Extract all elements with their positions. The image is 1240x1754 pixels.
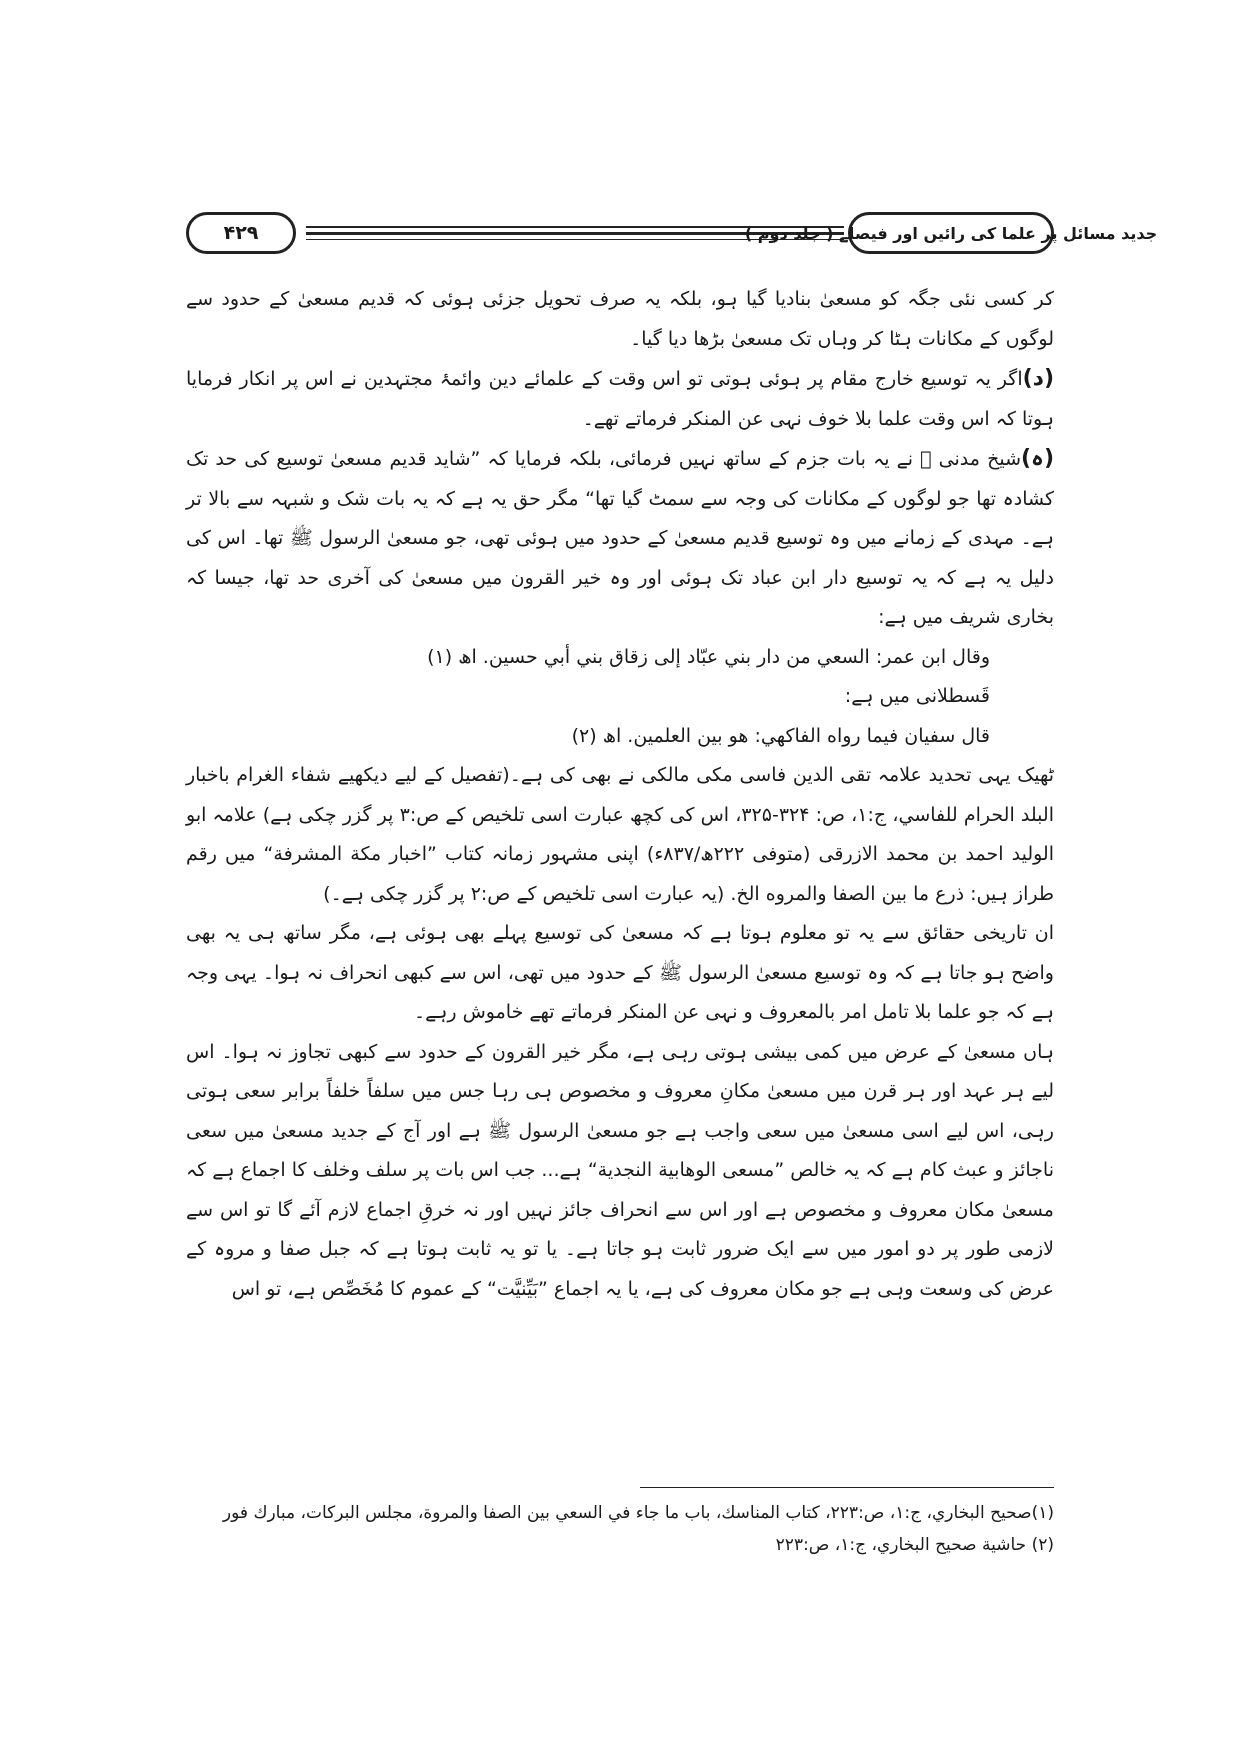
- footnote: (۲) حاشية صحيح البخاري، ج:۱، ص:۲۲۳: [775, 1535, 1054, 1555]
- page-number-badge: [186, 212, 296, 254]
- arabic-quote: وقال ابن عمر: السعي من دار بني عبّاد إلى زقاق بني أبي حسين. اھ (۱): [427, 645, 990, 668]
- book-title-badge: [744, 212, 1158, 254]
- main-text: [186, 280, 1054, 1309]
- page-header: [186, 212, 1158, 262]
- paragraph: [186, 359, 1054, 439]
- page-number: ۴۲۹: [223, 222, 259, 244]
- book-title: جدید مسائل پر علما کی رائیں اور فیصلے ( جلد دوم ): [744, 223, 1158, 243]
- arabic-quote: قال سفيان فيما رواه الفاكهي: هو بين العلمين. اھ (۲): [571, 724, 990, 747]
- paragraph-text: اگر یہ توسیع خارج مقام پر ہوئی ہوتی تو اس وقت کے علمائے دین وائمۂ مجتہدین نے اس پر انکار فرمایا ہوتا کہ اس وقت علما بلا خوف نہی عن المنکر فرماتے تھے۔: [186, 368, 1054, 430]
- paragraph: ہاں مسعیٰ کے عرض میں کمی بیشی ہوتی رہی ہے، مگر خیر القرون کے حدود سے کبھی تجاوز نہ ہوا۔ اس لیے ہر عہد اور ہر قرن میں مسعیٰ مکانِ معروف و مخصوص ہی رہا جس میں سلفاً خلفاً برابر سعی ہوتی رہی، اس لیے اسی مسعیٰ میں سعی واجب ہے جو مسعیٰ الرسول ﷺ ہے اور آج کے جدید مسعیٰ میں سعی ناجائز و عبث کام ہے کہ یہ خالص ”مسعى الوهابية النجدية“ ہے... جب اس بات پر سلف وخلف کا اجماع ہے کہ مسعیٰ مکان معروف و مخصوص ہے اور اس سے انحراف جائز نہیں اور نہ خرقِ اجماع لازم آئے گا تو اس سے لازمی طور پر دو امور میں سے ایک ضرور ثابت ہو جاتا ہے۔ یا تو یہ ثابت ہوتا ہے کہ جبل صفا و مروہ کے عرض کی وسعت وہی ہے جو مکان معروف کی ہے، یا یہ اجماع ”بَیِّنیَّت“ کے عموم کا مُخَصِّص ہے، تو اس: [186, 1040, 1054, 1300]
- section-label: (ہ): [1021, 446, 1054, 471]
- paragraph: ٹھیک یہی تحدید علامہ تقی الدین فاسی مکی مالکی نے بھی کی ہے۔(تفصیل کے لیے دیکھیے شفاء الغرام باخبار البلد الحرام للفاسي، ج:۱، ص: ۳۲۴-۳۲۵، اس کی کچھ عبارت اسی تلخیص کے ص:۳ پر گزر چکی ہے) علامہ ابو الولید احمد بن محمد الازرقی (متوفی ۲۲۲ھ/۸۳۷ء) اپنی مشہور زمانہ کتاب ”اخبار مكة المشرفة“ میں رقم طراز ہیں: ذرع ما بين الصفا والمروه الخ. (یہ عبارت اسی تلخیص کے ص:۲ پر گزر چکی ہے۔): [186, 764, 1055, 905]
- quote-intro: قَسطلانی میں ہے:: [844, 685, 990, 707]
- paragraph-text: شیخ مدنی ﷫ نے یہ بات جزم کے ساتھ نہیں فرمائی، بلکہ فرمایا کہ ”شاید قدیم مسعیٰ توسیع کی حد تک کشادہ تھا جو لوگوں کے مکانات کی وجہ سے سمٹ گیا تھا“ مگر حق یہ ہے کہ یہ بات شک و شبہہ سے بالا تر ہے۔ مہدی کے زمانے میں وہ توسیع قدیم مسعیٰ کے حدود میں ہوئی تھی، جو مسعیٰ الرسول ﷺ تھا۔ اس کی دلیل یہ ہے کہ یہ توسیع دار ابن عباد تک ہوئی اور وہ خیر القرون میں مسعیٰ کی آخری حد تھا، جیسا کہ بخاری شریف میں ہے:: [186, 448, 1054, 628]
- paragraph: کر کسی نئی جگہ کو مسعیٰ بنادیا گیا ہو، بلکہ یہ صرف تحویل جزئی ہوئی کہ قدیم مسعیٰ کے حدود سے لوگوں کے مکانات ہٹا کر وہاں تک مسعیٰ بڑھا دیا گیا۔: [186, 288, 1054, 350]
- footnotes: [186, 1497, 1054, 1561]
- paragraph: ان تاریخی حقائق سے یہ تو معلوم ہوتا ہے کہ مسعیٰ کی توسیع پہلے بھی ہوئی ہے، مگر ساتھ ہی یہ بھی واضح ہو جاتا ہے کہ وہ توسیع مسعیٰ الرسول ﷺ کے حدود میں تھی، اس سے کبھی انحراف نہ ہوا۔ یہی وجہ ہے کہ جو علما بلا تامل امر بالمعروف و نہی عن المنکر فرماتے تھے خاموش رہے۔: [186, 922, 1054, 1023]
- paragraph: [186, 439, 1054, 638]
- section-label: (د): [1022, 366, 1054, 391]
- footnote: (۱)صحيح البخاري، ج:۱، ص:۲۲۳، كتاب المناسك، باب ما جاء في السعي بين الصفا والمروة، مجلس البركات، مبارك فور: [222, 1503, 1054, 1523]
- footnote-divider: [640, 1487, 1054, 1488]
